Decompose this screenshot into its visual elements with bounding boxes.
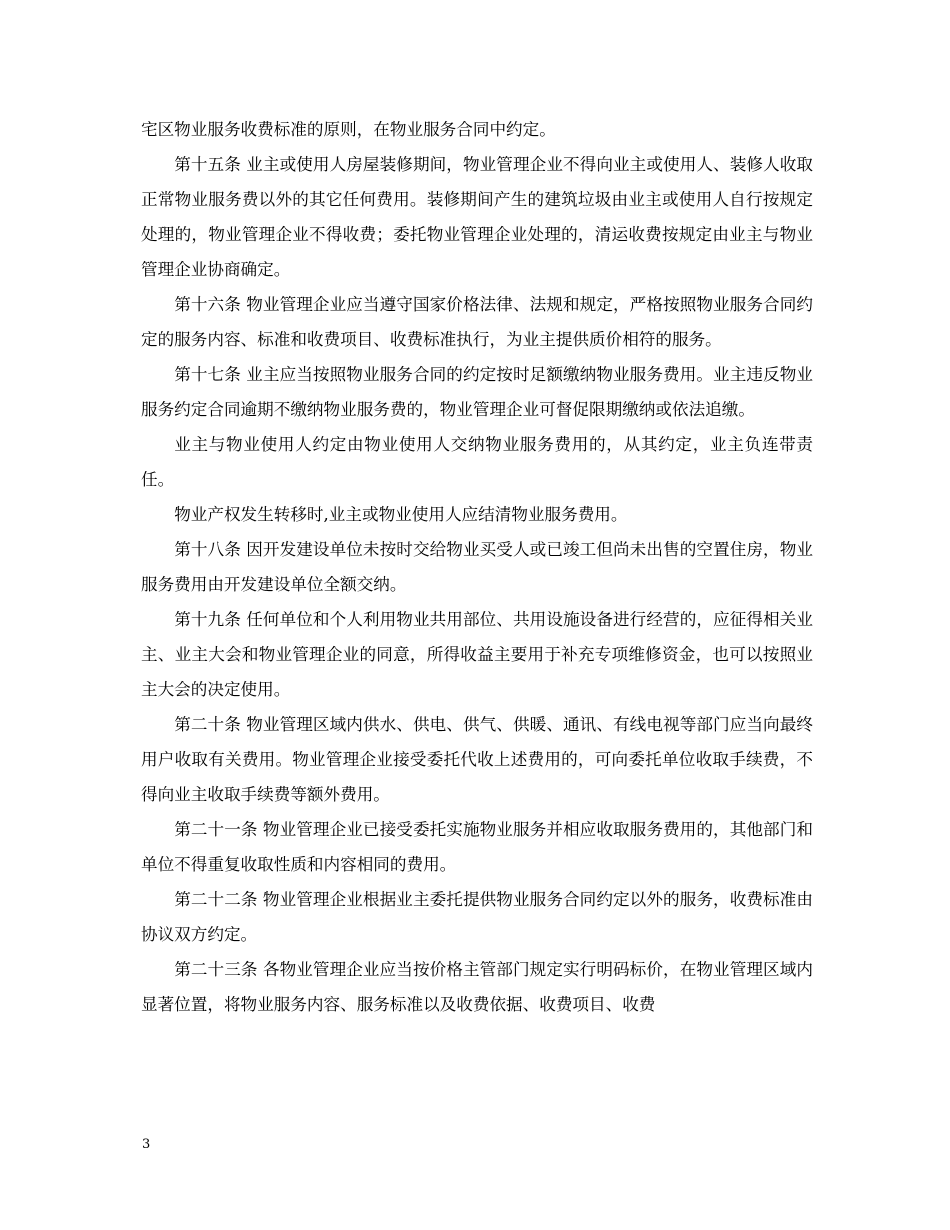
paragraph-article-15: 第十五条 业主或使用人房屋装修期间，物业管理企业不得向业主或使用人、装修人收取正常物业服务费以外的其它任何费用。装修期间产生的建筑垃圾由业主或使用人自行按规定处理的，物业管理企业不得收费；委托物业管理企业处理的，清运收费按规定由业主与物业管理企业协商确定。 (141, 155, 813, 279)
page-number: 3 (142, 1137, 151, 1152)
paragraph-article-19: 第十九条 任何单位和个人利用物业共用部位、共用设施设备进行经营的，应征得相关业主、业主大会和物业管理企业的同意，所得收益主要用于补充专项维修资金，也可以按照业主大会的决定使用。 (141, 610, 813, 699)
paragraph-article-22: 第二十二条 物业管理企业根据业主委托提供物业服务合同约定以外的服务，收费标准由协议双方约定。 (141, 890, 813, 944)
paragraph-article-23: 第二十三条 各物业管理企业应当按价格主管部门规定实行明码标价，在物业管理区域内显著位置，将物业服务内容、服务标准以及收费依据、收费项目、收费 (141, 960, 813, 1014)
paragraph-article-16: 第十六条 物业管理企业应当遵守国家价格法律、法规和规定，严格按照物业服务合同约定的服务内容、标准和收费项目、收费标准执行，为业主提供质价相符的服务。 (141, 295, 813, 349)
paragraph-article-20: 第二十条 物业管理区域内供水、供电、供气、供暖、通讯、有线电视等部门应当向最终用户收取有关费用。物业管理企业接受委托代收上述费用的，可向委托单位收取手续费，不得向业主收取手续费等额外费用。 (141, 715, 813, 804)
paragraph-article-21: 第二十一条 物业管理企业已接受委托实施物业服务并相应收取服务费用的，其他部门和单位不得重复收取性质和内容相同的费用。 (141, 820, 813, 874)
paragraph-continuation: 宅区物业服务收费标准的原则，在物业服务合同中约定。 (141, 120, 556, 139)
paragraph-article-18: 第十八条 因开发建设单位未按时交给物业买受人或已竣工但尚未出售的空置住房，物业服务费用由开发建设单位全额交纳。 (141, 540, 813, 594)
paragraph-article-17-clause-2: 业主与物业使用人约定由物业使用人交纳物业服务费用的，从其约定，业主负连带责任。 (141, 435, 813, 489)
body-text (141, 112, 813, 1022)
paragraph-article-17: 第十七条 业主应当按照物业服务合同的约定按时足额缴纳物业服务费用。业主违反物业服务约定合同逾期不缴纳物业服务费的，物业管理企业可督促限期缴纳或依法追缴。 (141, 365, 813, 419)
paragraph-article-17-clause-3: 物业产权发生转移时,业主或物业使用人应结清物业服务费用。 (174, 505, 628, 524)
